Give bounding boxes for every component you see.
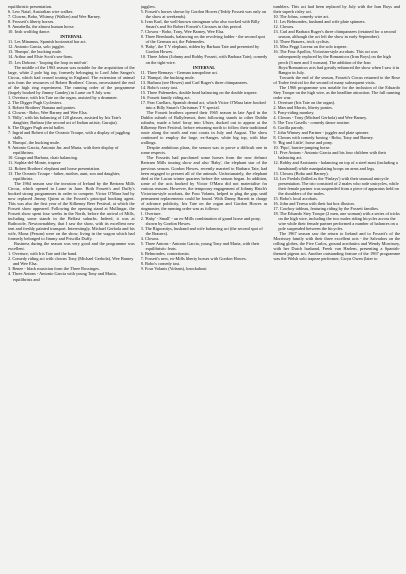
programme-item: 13. The Oceanic Troupe - father, mother, aunt, son and daughter, equilibrists. — [8, 170, 121, 181]
programme-item: 15. Three Palemedes, double head balancing on the double trapeze. — [140, 89, 258, 95]
programme-item: 10. Gauga and Barbara, chair balancing. — [8, 155, 78, 161]
programme-item: 16. The Four Apollos, Victorian-style acrobats. This act was subsequently replaced by the Romanicos (Iran Boys) on the high perch (3 men and 3 woman). The addition of the Iran Boys/Romanicos acts had greatly enhanced the show when I saw it in Bangor in July. — [273, 49, 400, 75]
body-paragraph: The Fossetts had purchased some horses from the now defunct Bertram Mills touring show and also 'Baby', the elephant star of the previous season. Gordon Howes, recently married to Barbara Tate, had been engaged to present all of the animals. Unfortunately, the elephant died at the Lucan winter quarters before the season began. In addition, some of the acts booked by Victor O'Mara did not materialise for various reasons. However, the temporary engagement of Johnny Hatch's Victorian-style acrobats, the Four Volants, helped to plug the gap, until permanent replacements could be found. With Danny Barrett in charge of advance publicity, Iris Tate on the organ and Gordon Howes as ringmaster, the running order was as follows: — [140, 155, 268, 211]
programme-item: 11. Five Antons - Antonio Garcia and his four children with their balancing act. — [273, 150, 387, 161]
body-text: jugglers. — [140, 4, 156, 9]
programme-item: 15. Les Dobons - 'looping the loop in mid-air'. — [8, 59, 89, 65]
programme-item: 4. Clowns. — [140, 236, 160, 242]
programme-item: 4. Three Antons - Antonio Garcia with young Tony and Maria, equilibrists and — [8, 271, 117, 282]
programme-item: 11. Les Belmondes, husband and wife plate spinners. — [273, 19, 366, 25]
body-paragraph: The Fossett brothers opened their 1965 season in late April in the Dublin suburb of Ballyfermot, then following stands in other Dublin suburbs, made a brief foray into Ulster, ducked out to appear at the Kilkenny Beer Festival, before returning north to follow their traditional route along the north and east coasts in July and August. The show continued to employ the large, ex-Sanger, white big top, with blue wallings. — [140, 109, 268, 146]
programme-item: 1. Overture, with Iris Tate on the organ, assisted by a drummer. — [8, 94, 118, 100]
programme-item: 10. 'Pipo', barrier-jumping horse. — [273, 145, 331, 151]
programme-item: 9. Antonio Garcia, Antonio Jnr. and Maria, with their display of equilibrism. — [8, 145, 119, 156]
programme-item: 2. 'Baby' - Small' - an ex-Mills combination of grand horse and pony, shown by Gordon Howes. — [140, 215, 261, 227]
programme-item: 6. Gorilla parody. — [273, 125, 304, 131]
programme-item: 6. The Digger Pugh aerial ballet. — [8, 125, 65, 131]
body-paragraph: Despite ambitious plans, the season was to prove a difficult one in some respects. — [140, 145, 268, 156]
programme-item: 11. Three Rennays - German trampoline act. — [140, 69, 218, 75]
programme-item: 8. 'Bumpa', the bucking mule. — [8, 140, 60, 146]
programme-item: 12. Antonio Garcia, solo juggler. — [8, 44, 65, 50]
programme-item: 17. Fear Cuellars, Spanish dental act, which Victor O'Mara later booked into a Billy Smart's Christmas T V special. — [140, 99, 266, 110]
body-paragraph: The 1967 season saw the return to Ireland and to Fossett's of the Morrissey family with their three excellent acts - the Salvadors on the rolling globes, the Five Carlos, ground acrobatics and Wendy Morrissey, with her Dutch husband, Freek van Harlem, presenting a Spanish-themed pigeon act. Another outstanding feature of the 1967 programme was the Welsh solo trapeze performer, Gwyn Owen (later to — [273, 231, 401, 262]
programme-item: 10. Irish wolfdog dance. — [8, 29, 51, 35]
body-paragraph: The 1964 season saw the invasion of Ireland by the Bertram Mills Circus, which opened in Larne in June. Both Fossett's and Duffy's booked strong programmes in order to compete. Victor O'Mara had by now replaced Jimmy Quinn as the Fossett's principal booking agent. This was also the first year of the Kilkenny Beer Festival, at which the Fossett show appeared. Following the opening stand at Mullingar, the Fossett show spent four weeks in the North, before the arrival of Mills, including some stands in the Belfast suburbs. Indeed, it was at Rathcoole, Newtownabbey, that I saw the show, with its excellent new tent and freshly painted transport. Interestingly, Michael Gerbola and his wife, Mona (Pesum) were on the show, living in the wagon which had formerly belonged to Jimmy and Priscilla Duffy. — [8, 180, 135, 242]
programme-item: 7. Clowns - Bobo, Tony, Wee Barney, Wee Elsa. — [140, 29, 225, 35]
programme-item: 5. Fossett's horses shown by Gordon Howes (Teddy Fossett was only on the show at weekends). — [140, 9, 267, 20]
programme-item: 3. Robert Brothers' Banana and ponies. — [8, 104, 76, 110]
programme-item: 9. 'Baby', the T V elephant, ridden by Barbara Tate and presented by Gordon Howes. — [140, 44, 260, 55]
programme-item: 8. Bobo's comedy taxi. — [140, 261, 181, 267]
programme-item: 6. Belmondes, contortionist. — [140, 251, 190, 257]
programme-item: 11. Sophia-del-Monte, trapeze — [8, 160, 61, 166]
programme-item: 7. Ingrid and Robert of the Oceanic Troupe, with a display of juggling skills. — [8, 130, 130, 141]
programme-item: 7. Fossett's new, ex-Mills liberty horses with Gordon Howes. — [140, 256, 247, 262]
body-paragraph: Towards the end of the season, Fossett's Circus returned to the Rose of Tralee festival for the second of many subsequent visits. — [273, 74, 401, 85]
programme-item: 8. Clowns with comedy boxing - Bobo, Tony and Barney. — [273, 135, 374, 141]
programme-item: 2. Man and Morris, liberty ponies. — [273, 104, 333, 110]
programme-item: 9. 'Big and Little', horse and pony. — [273, 140, 333, 146]
programme-item: 6. Ivan Karl, the well-known strongman who also worked with Billy Smart's and Sir Robert Fossett's Circuses in this period. — [140, 19, 260, 30]
programme-item: 6. Lew Natal, Australian wire walker. — [8, 9, 74, 15]
text-column-middle — [141, 4, 268, 574]
body-paragraph: Business during the season was very good and the programme was excellent. — [8, 241, 135, 252]
programme-item: 2. The Digger Pugh Cyclesters. — [8, 99, 63, 105]
programme-item: 16. Fossett family riding act. — [140, 94, 191, 100]
programme-item: 7. John Winney and Partner - juggler and plate spinner. — [273, 130, 369, 136]
text-column-right — [273, 4, 400, 574]
programme-item: 4. Clowns - Bobo, Wee Barney and Wee Elsa. — [8, 109, 88, 115]
programme-item: 17. Cowboy tableau, featuring riding by the Fossett families. — [273, 205, 379, 211]
programme-item: 3. Pony-riding monkey. — [273, 109, 315, 115]
programme-item: 1. Overture, with Iris Tate and the band. — [8, 251, 78, 257]
programme-item: 5. The Two Gasells - comedy dance routine. — [273, 120, 350, 126]
programme-item: 7. Clowns, Bobo, Whimsy (Walker) and Wee Barney. — [8, 14, 101, 20]
programme-item: 8. Three Bernhards, balancing on the revolving ladder - the second spot of the German act, the Palemedes. — [140, 34, 265, 45]
body-text: equilibristic presentation. — [8, 4, 53, 9]
programme-item: 12. Robert Brothers' elephant and horse presentation. — [8, 165, 101, 171]
programme-item: 9. Annabella, the almost human horse. — [8, 24, 75, 30]
body-text: tumblers. This act had been replaced by July with the Iran Boys and their superb risley act. — [273, 4, 401, 15]
programme-item: 3. The Rigoonitys, husband and wife balancing act (the second spot of the Brauers). — [140, 226, 263, 237]
programme-item: 16. John and Teresa with their hat box illusion. — [273, 200, 355, 206]
programme-item: 14. Bobo's crazy taxi. — [140, 84, 179, 90]
programme-item: 15. Bobo's local acrobats. — [273, 195, 318, 201]
programme-item: 4. Clowns - Tony (Michael Gerbola) and Wee Barney. — [273, 115, 368, 121]
programme-item: 18. The Eduardo Stey Troupe (2 men, one woman) with a series of tricks on the high wire, including the two males riding bicycles across the wire while their female partner performed a number of balances on a pole suspended between the bicycles. — [273, 210, 400, 232]
programme-item: 10. The Johns, comedy wire act. — [273, 14, 330, 20]
programme-item: 3. Renee - black musician from the Three Rossinges. — [8, 266, 100, 272]
programme-item: 11. Les Minamus, Spanish horizontal bar act. — [8, 39, 87, 45]
programme-item: 13. Clowns (Bobo and Barney). — [273, 170, 329, 176]
programme-item: 12. 'Bumpa', the bucking mule. — [140, 74, 195, 80]
programme-item: 9. Four Volants (Volants), knockabout — [140, 266, 207, 272]
programme-item: 14. Arthur and Elsie Scott's sea-lions. — [8, 54, 74, 60]
programme-item: 10. Three Johns (Johnny and Bobby Fossett, with Barbara Tate), comedy on the tight-wire. — [140, 54, 268, 65]
body-paragraph: The 1966 programme was notable for the inclusion of the Eduardo Stey Troupe on the high wire, as the headline attraction. The full running order was: — [273, 84, 401, 100]
programme-item: 12. Robby and Assistants - balancing on top of a steel mast (including a handstand) while manipulating hoops on arms and legs. — [273, 160, 398, 171]
text-column-left — [8, 4, 135, 574]
section-heading: INTERVAL — [192, 64, 216, 70]
section-heading: INTERVAL — [60, 34, 83, 40]
programme-item: 14. Les Fredals (billed as the 'Finlays') with their unusual unicycle presentation. The trio consisted of 2 males who rode unicycles, while their female partner was suspended from a piece of apparatus held on the shoulders of the males. — [273, 175, 399, 196]
programme-item: 1. Overture. — [140, 210, 162, 216]
programme-item: 14. Three Brauers, trick cyclists. — [273, 39, 330, 45]
programme-item: 5. Three Antons - Antonio Garcia, young Tony and Maria, with their equilibristic feats. — [140, 241, 260, 252]
programme-item: 8. Frossett's liberty horses. — [8, 19, 55, 25]
programme-item: 13. Carl and Barbara Ruger's three chimpanzees (retained for a second season, although the act left the show in early September). — [273, 29, 396, 40]
body-paragraph: The middle of the 1963 season was notable for the acquisition of the large, white 2 pole big top, formerly belonging to Lord John Sanger's Circus, which had ceased touring in England. The extension of animal acts from the resources of Robert Brothers' Circus, necessitated the end of the high ring experiment. The running order of the programme (largely booked by Jimmy Gandey) in Larne on 9 July was: — [8, 64, 135, 95]
programme-item: 5. 'Billy', with his balancing of 120 glasses, assisted by Iris Tate's daughter, Barbara (the second act of Indian artiste, Gurujia). — [8, 115, 122, 126]
programme-item: 1. Overture (Iris Tate on the organ). — [273, 99, 336, 105]
programme-item: 15. Miss Peggi Lorenz on the solo trapeze. — [273, 44, 348, 50]
programme-item: 13. 'Bumpa', the bucking mule. — [8, 49, 63, 55]
programme-item: 2. Comedy riding act with clowns Tony (Michael Gerbola), Wee Barney and Wee Elsa. — [8, 256, 134, 267]
programme-item: 12. Clowns. — [273, 24, 295, 30]
programme-item: 13. Barbara (see Howes) and Carl Ruger's three chimpanzees. — [140, 79, 249, 85]
